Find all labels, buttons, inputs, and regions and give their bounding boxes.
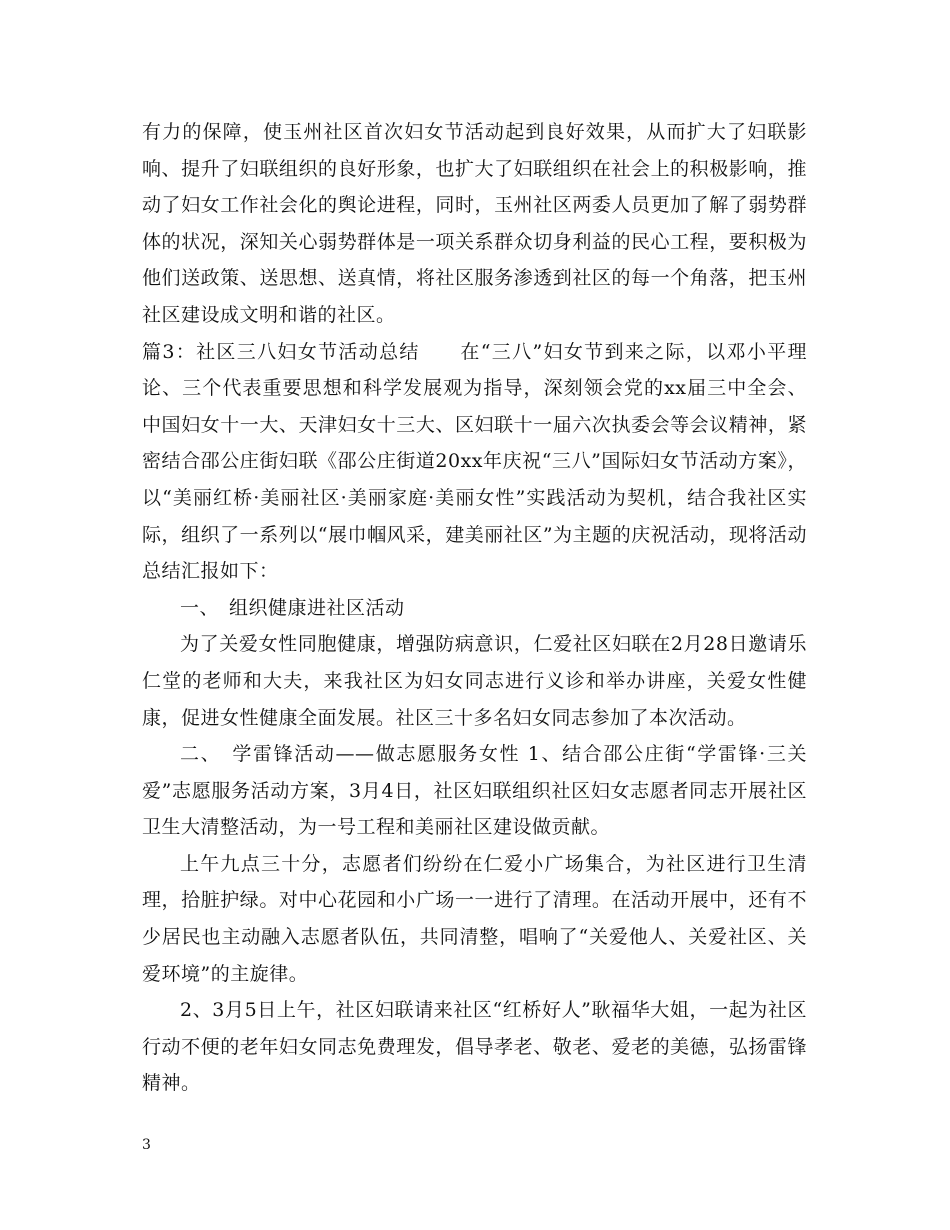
paragraph-health-activity: 为了关爱女性同胞健康，增强防病意识，仁爱社区妇联在2月28日邀请乐仁堂的老师和大夫，来我社区为妇女同志进行义诊和举办讲座，关爱女性健康，促进女性健康全面发展。社区三十多名妇女同志参加了本次活动。 (142, 633, 807, 729)
paragraph-continuation: 有力的保障，使玉州社区首次妇女节活动起到良好效果，从而扩大了妇联影响、提升了妇联组织的良好形象，也扩大了妇联组织在社会上的积极影响，推动了妇女工作社会化的舆论进程，同时，玉州社区两委人员更加了解了弱势群体的状况，深知关心弱势群体是一项关系群众切身利益的民心工程，要积极为他们送政策、送思想、送真情，将社区服务渗透到社区的每一个角落，把玉州社区建设成文明和谐的社区。 (142, 121, 807, 326)
document-body (142, 114, 807, 1102)
paragraph-cleanup: 上午九点三十分，志愿者们纷纷在仁爱小广场集合，为社区进行卫生清理，拾脏护绿。对中心花园和小广场一一进行了清理。在活动开展中，还有不少居民也主动融入志愿者队伍，共同清整，唱响了“关爱他人、关爱社区、关爱环境”的主旋律。 (142, 852, 807, 985)
paragraph-section-intro: 篇3：社区三八妇女节活动总结 在“三八”妇女节到来之际，以邓小平理论、三个代表重要思想和科学发展观为指导，深刻领会党的xx届三中全会、中国妇女十一大、天津妇女十三大、区妇联十一届六次执委会等会议精神，紧密结合邵公庄街妇联《邵公庄街道20xx年庆祝“三八”国际妇女节活动方案》，以“美丽红桥·美丽社区·美丽家庭·美丽女性”实践活动为契机，结合我社区实际，组织了一系列以“展巾帼风采，建美丽社区”为主题的庆祝活动，现将活动总结汇报如下： (142, 340, 807, 583)
paragraph-volunteer-activity: 二、 学雷锋活动——做志愿服务女性 1、结合邵公庄街“学雷锋·三关爱”志愿服务活动方案，3月4日，社区妇联组织社区妇女志愿者同志开展社区卫生大清整活动，为一号工程和美丽社区建设做贡献。 (142, 743, 807, 839)
page-number: 3 (142, 1137, 151, 1153)
paragraph-haircut: 2、3月5日上午，社区妇联请来社区“红桥好人”耿福华大姐，一起为社区行动不便的老年妇女同志免费理发，倡导孝老、敬老、爱老的美德，弘扬雷锋精神。 (142, 999, 807, 1095)
heading-health-activity: 一、 组织健康进社区活动 (180, 596, 405, 619)
